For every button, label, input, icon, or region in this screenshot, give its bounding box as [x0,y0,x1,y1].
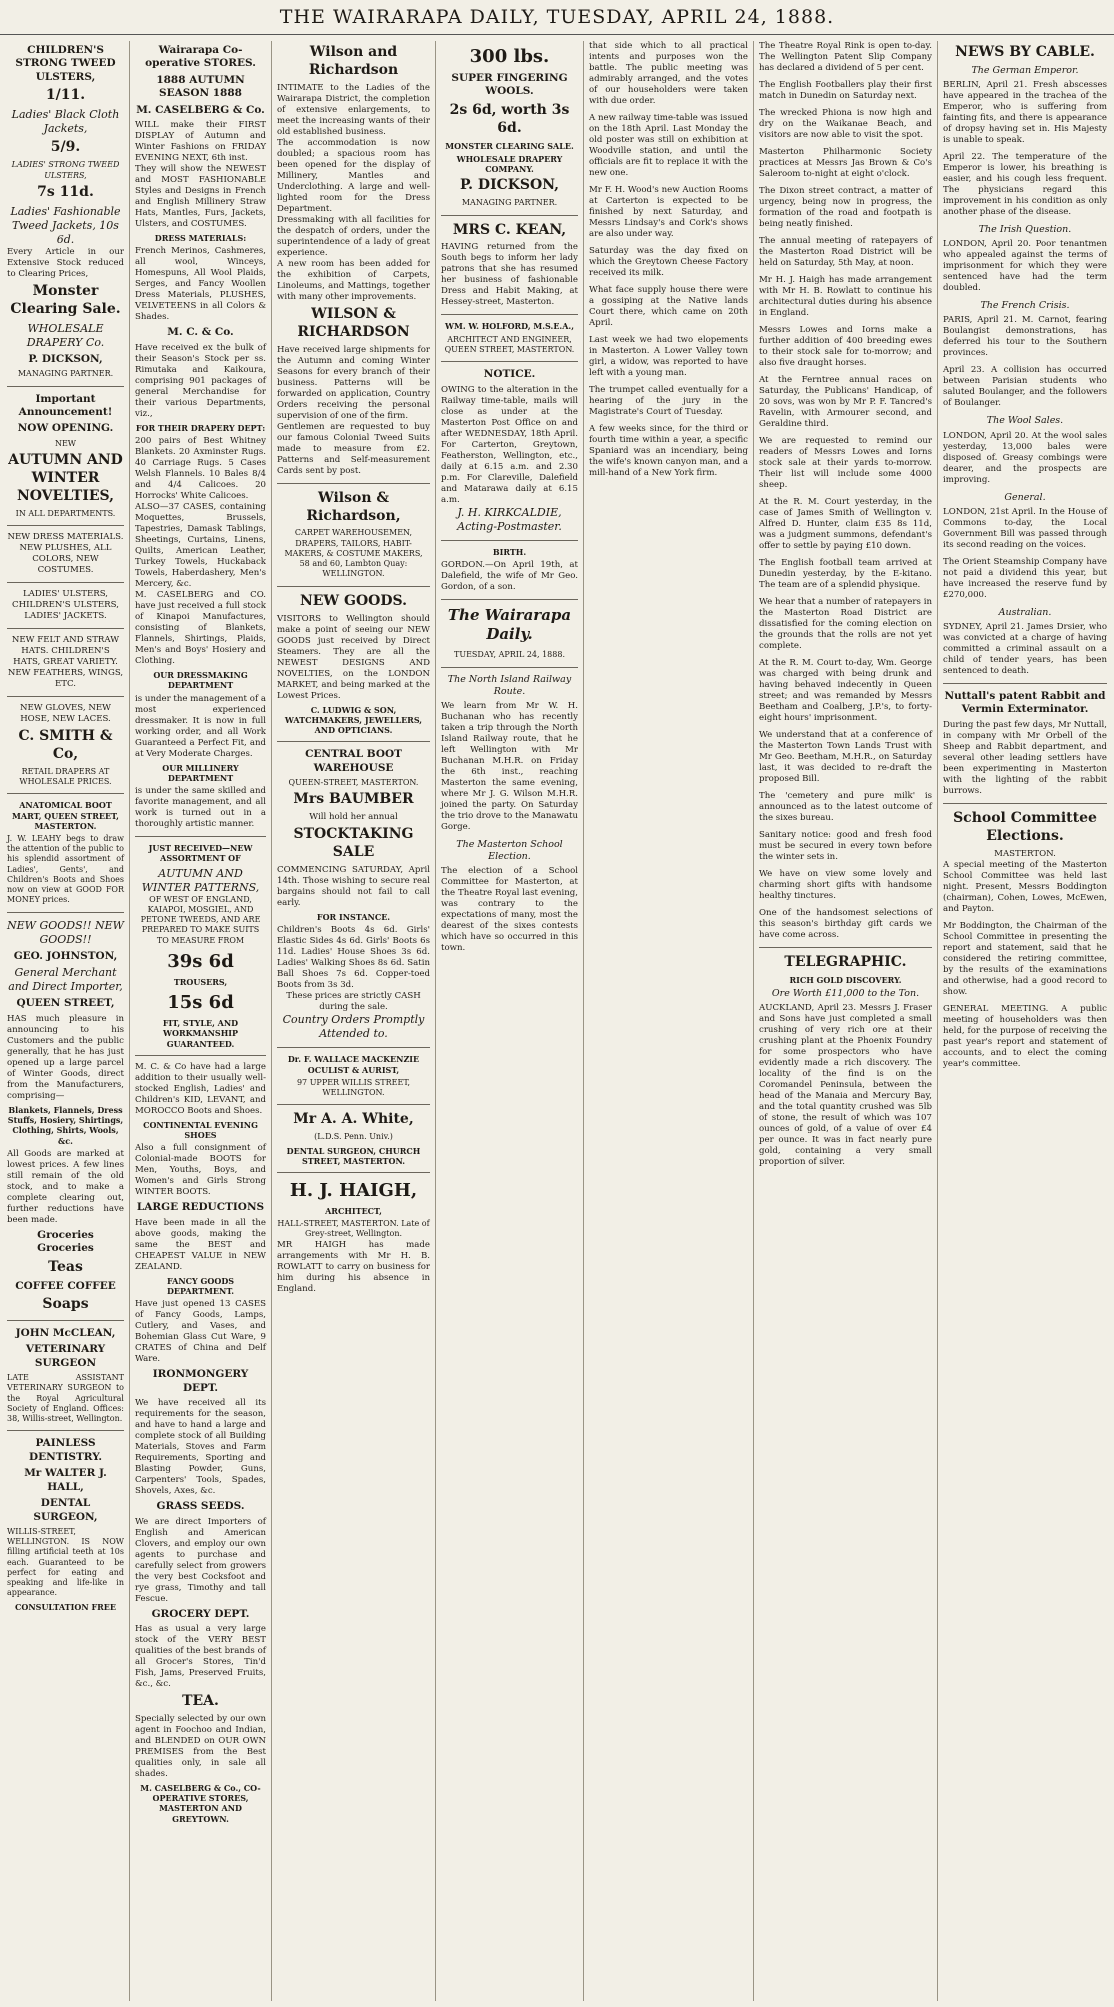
ad-title: NEW GOODS. [299,592,408,609]
ad-body: M. C. & Co have had a large addition to their usually well-stocked English, Ladies' and Children's KID, LEVANT, and MOROCCO Boots and Shoes. [135,1061,266,1116]
ad-body: French Merinos, Cashmeres, all wool, Winceys, Homespuns, All Wool Plaids, Serges, and Fancy Woollen Dress Materials, PLUSHES, VELVETEENS in all Colors & Shades. [135,246,266,323]
divider [7,912,124,913]
ad-sign: J. H. KIRKCALDIE, Acting-Postmaster. [457,505,562,533]
ad-dept: IN ALL DEPARTMENTS. [15,508,116,518]
ad-name: P. DICKSON, [28,352,103,365]
ad-body: is under the same skilled and favorite management, and all work is turned out in a thoroughly artistic manner. [135,786,266,830]
ad-heading: TEA. [182,1692,219,1709]
article-heading: School Committee Elections. [953,809,1097,844]
news-paragraph: We hear that a number of ratepayers in the Masterton Road District are dissatisfied for the coming election on the grounds that the rolls are not yet complete. [759,597,932,651]
news-paragraph: The wrecked Phiona is now high and dry on the Waikanae Beach, and visitors are now able to visit the spot. [759,108,932,140]
ad-heading: M. C. & Co. [167,326,234,339]
news-paragraph: LONDON, 21st April. In the House of Commons to-day, the Local Government Bill was passed through its second reading on the voices. [943,506,1107,550]
ad-body: Gentlemen are requested to buy our famous Colonial Tweed Suits made to measure from £2. Patterns and Self-measurement Cards sent by post. [277,421,430,476]
ad-list: Blankets, Flannels, Dress Stuffs, Hosiery, Shirtings, Clothing, Shirts, Wools, &c. [7,1104,124,1146]
ad-body: Children's Boots 4s 6d. Girls' Elastic Sides 4s 6d. Girls' Boots 6s 11d. Ladies' House Shoes 3s 6d. Ladies' Walking Shoes 8s 6d. Satin Ball Shoes 7s 6d. Copper-toed Boots from 3s 3d. [277,925,430,991]
ad-body: Have received ex the bulk of their Season's Stock per ss. Rimutaka and Kaikoura, comprising 901 packages of general Merchandise for their various Departments, viz., [135,342,266,419]
divider [759,947,932,948]
ad-title: CENTRAL BOOT WAREHOUSE [305,748,402,774]
news-paragraph: At the R. M. Court to-day, Wm. George was charged with being drunk and having behaved indecently in Queen street; and was remanded by Messrs Beetham and Coalberg, J.P.'s, to forty-eight hours' imprisonment. [759,658,932,723]
kean-advert [441,222,578,309]
ulsters-advert [7,44,124,380]
telegraphic-subheading: Ore Worth £11,000 to the Ton. [771,988,920,1000]
ad-body: ALSO—37 CASES, containing Moquettes, Brussels, Tapestries, Damask Tablings, Sheetings, Curtains, Linens, Quilts, American Leather, Turkey Towels, Huckaback Towels, Haberdashery, Men's Mercery, &c. [135,502,266,590]
ad-body: WILLIS-STREET, WELLINGTON. IS NOW filling artificial teeth at 10s each. Guaranteed to be perfect for eating and speaking and life-like in appearance. [7,1527,124,1598]
ad-wholesale: WHOLESALE DRAPERY COMPANY. [456,153,563,175]
ad-role: DENTAL SURGEON, CHURCH STREET, MASTERTON. [286,1145,421,1166]
oculist-advert [277,1054,430,1098]
article-body: We learn from Mr W. H. Buchanan who has recently taken a trip through the North Island Railway route, that he left Wellington with Mr Buchanan M.H.R. on Friday the 6th inst., reaching Masterton the same evening, where Mr J. G. Wilson M.H.R. joined the party. On Saturday the trio drove to the Manawatu Gorge. [441,700,578,832]
news-paragraph: The Orient Steamship Company have not paid a dividend this year, but have increased the reserve fund by £270,000. [943,556,1107,600]
cable-subheading: General. [1004,491,1046,503]
news-paragraph: During the past few days, Mr Nuttall, in company with Mr Orbell of the Sheep and Rabbit department, and several other leading settlers have been experimenting in Masterton with the lighting of the rabbit burrows. [943,719,1107,796]
ad-body: is under the management of a most experienced dressmaker. It is now in full working order, and all Work Guaranteed a Perfect Fit, and at Very Moderate Charges. [135,693,266,759]
divider [7,696,124,697]
news-paragraph: April 22. The temperature of the Emperor is lower, his breathing is easier, and his cough less frequent. The physicians regard this improvement in his condition as only another phase of the disease. [943,152,1107,218]
ad-firm: Wilson & Richardson, [306,489,401,524]
ad-role: MANAGING PARTNER. [17,369,114,379]
ad-body: Has as usual a very large stock of the VERY BEST qualities of the best brands of all Grocer's Stores, Tin'd Fish, Jams, Preserved Fruits, &c., &c. [135,1623,266,1689]
news-paragraph: The English football team arrived at Dunedin yesterday, by the E-kitano. The team are of a splendid physique. [759,558,932,590]
ad-soaps: Soaps [42,1296,89,1312]
ad-body: OF WEST OF ENGLAND, KAIAPOI, MOSGIEL, AND PETONE TWEEDS, AND ARE PREPARED TO MAKE SUITS TO MEASURE FROM [140,894,261,945]
ad-title: NOTICE. [483,368,536,381]
architect-advert [277,1179,430,1295]
ad-heading: DRESS MATERIALS: [154,233,247,244]
ad-body: They will show the NEWEST and MOST FASHIONABLE Styles and Designs in French and English Millinery Straw Hats, Mantles, Furs, Jackets, Ulsters, and COSTUMES. [135,164,266,230]
divider [441,314,578,315]
ad-new: NEW [54,438,77,448]
ad-heading: FOR INSTANCE. [316,912,391,923]
ad-body: Dressmaking with all facilities for the despatch of orders, under the superintendence of a lady of great experience. [277,214,430,258]
masthead: THE WAIRARAPA DAILY, TUESDAY, APRIL 24, 1888. [0,0,1114,35]
divider [441,599,578,600]
announcement-advert [7,393,124,788]
column-6 [754,41,938,2001]
ad-body: A new room has been added for the exhibition of Carpets, Linoleums, and Mattings, together with many other improvements. [277,258,430,302]
news-paragraph: Messrs Lowes and Iorns make a further addition of 400 breeding ewes to their stock sale for to-morrow; and also five draught horses. [759,325,932,368]
divider [441,215,578,216]
ad-heading: FANCY GOODS DEPARTMENT. [166,1275,235,1296]
divider [943,683,1107,684]
news-paragraph: Masterton Philharmonic Society practices at Messrs Jas Brown & Co's Saleroom to-night at eight o'clock. [759,147,932,179]
news-paragraph: The 'cemetery and pure milk' is announced as to the latest outcome of the sixes bureau. [759,791,932,823]
ad-coffee: COFFEE COFFEE [15,1279,116,1292]
holford-advert [441,321,578,355]
news-paragraph: A new railway time-table was issued on the 18th April. Last Monday the old poster was still on exhibition at Woodville station, and until the officials are fit to replace it with the new one. [589,113,748,178]
cable-subheading: The Irish Question. [978,224,1072,236]
news-paragraph: The annual meeting of ratepayers of the Masterton Road District will be held on Saturday, 5th May, at noon. [759,236,932,268]
boot-warehouse-advert [277,748,430,1041]
ad-wholesale: WHOLESALE DRAPERY Co. [26,321,105,349]
ad-name: Mr A. A. White, [293,1111,414,1128]
ad-name: JOHN McCLEAN, [15,1326,116,1339]
column-5 [584,41,754,2001]
ad-name: P. DICKSON, [459,177,560,194]
cooperative-advert [135,44,266,1824]
divider [7,582,124,583]
ad-body: HAS much pleasure in announcing to his Customers and the public generally, that he has just opened up a large parcel of Winter Goods, direct from the Manufacturers, comprising— [7,1013,124,1101]
divider [277,1047,430,1048]
divider [7,1320,124,1321]
cable-subheading: Australian. [998,606,1052,618]
ad-teas: Teas [48,1258,83,1275]
news-paragraph: PARIS, April 21. M. Carnot, fearing Boulangist demonstrations, has deferred his tour to the Southern provinces. [943,315,1107,359]
ad-firm: C. LUDWIG & SON, WATCHMAKERS, JEWELLERS, AND OPTICIANS. [284,704,423,735]
divider [135,1055,266,1056]
ad-heading: GRASS SEEDS. [156,1500,245,1513]
ad-body: 200 pairs of Best Whitney Blankets. 20 Axminster Rugs. 40 Carriage Rugs. 5 Cases Welsh Flannels. 10 Bales 8/4 and 4/4 Calicoes. 20 Horrocks' White Calicoes. [135,436,266,502]
dental-advert [277,1111,430,1166]
ad-sub: Will hold her annual [309,812,398,823]
divider [277,483,430,484]
ad-price: 39s 6d [167,950,234,972]
newspaper-logo: The Wairarapa Daily. [447,606,572,644]
ad-title: ANATOMICAL BOOT MART, QUEEN STREET, MASTERTON. [12,800,119,831]
ad-body: Have been made in all the above goods, making the same the BEST and CHEAPEST VALUE in NEW ZEALAND. [135,1217,266,1272]
ad-title: PAINLESS DENTISTRY. [28,1437,103,1463]
ad-price: 15s 6d [167,992,234,1014]
ad-heading: OUR MILLINERY DEPARTMENT [162,762,239,783]
ad-body: Have just opened 13 CASES of Fancy Goods, Lamps, Cutlery, and Vases, and Bohemian Glass Cut Ware, 9 CRATES of China and Delf Ware. [135,1299,266,1365]
divider [277,1104,430,1105]
veterinary-advert [7,1327,124,1424]
news-paragraph: The Theatre Royal Rink is open to-day. The Wellington Patent Slip Company has declared a dividend of 5 per cent. [759,41,932,73]
editorial-date: TUESDAY, APRIL 24, 1888. [454,650,565,660]
news-paragraph: LONDON, April 20. At the wool sales yesterday, 13,000 bales were disposed of. Greasy combings were dearer, and the prospects are improving. [943,430,1107,485]
article-heading: Nuttall's patent Rabbit and Vermin Exterminator. [944,689,1106,716]
cable-subheading: The German Emperor. [971,64,1079,76]
ad-firm-sub: RETAIL DRAPERS AT WHOLESALE PRICES. [19,766,112,787]
ad-role: MANAGING PARTNER. [461,198,558,208]
ad-grocery: Groceries Groceries [37,1228,94,1255]
ad-body: OWING to the alteration in the Railway time-table, mails will close as under at the Masterton Post Office on and after WEDNESDAY, 18th April. For Carterton, Greytown, Featherston, Wellington, etc., daily at 6.15 a.m. and 2.30 p.m. For Clareville, Dalefield and Matarawa daily at 6.15 a.m. [441,384,578,505]
news-paragraph: Mr Boddington, the Chairman of the School Committee in presenting the report and statement, said that he considered the retiring committee, by the results of the examinations and otherwise, had a good record to show. [943,920,1107,997]
ad-body: MR HAIGH has made arrangements with Mr H. B. ROWLATT to carry on business for him during his absence in England. [277,1239,430,1294]
cable-subheading: The Wool Sales. [986,415,1064,427]
ad-body: Every Article in our Extensive Stock reduced to Clearing Prices, [7,246,124,279]
news-paragraph: Mr F. H. Wood's new Auction Rooms at Carterton is expected to be finished by next Saturday, and Messrs Lindsay's and Cork's shows are also under way. [589,185,748,239]
ad-sub: AUTUMN AND WINTER PATTERNS, [141,866,260,894]
cable-subheading: The French Crisis. [980,300,1070,312]
ad-title: CHILDREN'S STRONG TWEED ULSTERS, [15,44,116,83]
ad-body: Also a full consignment of Colonial-made BOOTS for Men, Youths, Boys, and Women's and Girls Strong WINTER BOOTS. [135,1143,266,1198]
news-paragraph: Saturday was the day fixed on which the Greytown Cheese Factory received its milk. [589,246,748,278]
ad-title: BIRTH. [492,546,527,557]
ad-heading: GROCERY DEPT. [151,1607,250,1620]
column-3 [272,41,436,2001]
news-paragraph: We have on view some lovely and charming short gifts with handsome healthy tinctures. [759,869,932,901]
divider [441,540,578,541]
ad-firm: WILSON & RICHARDSON [297,305,410,340]
ad-price: 2s 6d, worth 3s 6d. [449,101,570,136]
ad-sub: CARPET WAREHOUSEMEN, DRAPERS, TAILORS, HABIT-MAKERS, & COSTUME MAKERS, [284,528,423,558]
johnston-advert [7,919,124,1314]
telegraphic-subheading: RICH GOLD DISCOVERY. [789,974,902,985]
divider [7,793,124,794]
ad-heading: LARGE REDUCTIONS [136,1201,265,1214]
ad-hats: NEW FELT AND STRAW HATS. CHILDREN'S HATS, GREAT VARIETY. NEW FEATHERS, WINGS, ETC. [7,635,124,690]
article-subheading: MASTERTON. [994,848,1056,859]
ad-sale: Monster Clearing Sale. [10,282,121,317]
ad-role: ARCHITECT, [325,1206,382,1217]
divider [7,525,124,526]
news-paragraph: AUCKLAND, April 23. Messrs J. Fraser and Sons have just completed a small crushing of very rich ore at their crushing plant at the Phoenix Foundry for some prospectors who have evidently made a rich discovery. The locality of the find is on the Coromandel Peninsula, between the head of the Manaia and Mercury Bay, and the total quantity crushed was 5lb of stone, the result of which was 107 ounces of gold, of a value of over £4 per ounce. It was in fact nearly pure gold, containing a very small proportion of silver. [759,1003,932,1168]
ad-title: Important Announcement! [18,392,113,418]
ad-autumn: AUTUMN AND WINTER NOVELTIES, [8,452,123,504]
ad-body: LATE ASSISTANT VETERINARY SURGEON to the Royal Agricultural Society of England. Offices: 38, Willis-street, Wellington. [7,1373,124,1424]
news-paragraph: A special meeting of the Masterton School Committee was held last night. Present, Messrs Boddington (chairman), Cohen, Lowes, McEwen, and Payton. [943,859,1107,914]
ad-body: We are direct Importers of English and American Clovers, and employ our own agents to purchase and carefully select from growers the very best Cocksfoot and rye grass, Timothy and tall Fescue. [135,1516,266,1604]
news-paragraph: LONDON, April 20. Poor tenantmen who appealed against the terms of imprisonment for which they were sentenced have had the term doubled. [943,239,1107,294]
news-paragraph: We are requested to remind our readers of Messrs Lowes and Iorns stock sale at their yards to-morrow. Their list will include some 4000 sheep. [759,436,932,490]
divider [135,836,266,837]
ad-body: INTIMATE to the Ladies of the Wairarapa District, the completion of extensive enlargements, to meet the increasing wants of their old established business. [277,82,430,137]
ad-heading: FOR THEIR DRAPERY DEPT: [135,422,266,433]
ad-name: Mr WALTER J. HALL, [24,1467,107,1493]
news-paragraph: One of the handsomest selections of this season's birthday gift cards we have come across. [759,908,932,940]
ad-sale: MONSTER CLEARING SALE. [445,140,574,151]
ad-name: H. J. HAIGH, [289,1179,418,1201]
news-paragraph: SYDNEY, April 21. James Drsier, who was convicted at a charge of having committed a criminal assault on a child of tender years, has been sentenced to death. [943,621,1107,676]
news-paragraph: What face supply house there were a gossiping at the Native lands Court there, which came on 20th April. [589,285,748,328]
ad-firm: C. SMITH & Co, [18,728,113,762]
ad-title: VETERINARY SURGEON [25,1343,106,1369]
news-paragraph: BERLIN, April 21. Fresh abscesses have appeared in the trachea of the Emperor, who is suffering from fainting fits, and there is appearance of dropsy having set in. His Majesty is unable to speak. [943,80,1107,146]
divider [277,1172,430,1173]
article-body: The election of a School Committee for Masterton, at the Theatre Royal last evening, was contrary to the expectations of many, most the dearest of the sixes contests which have so occurred in this town. [441,866,578,954]
column-7 [938,41,1112,2001]
news-paragraph: April 23. A collision has occurred between Parisian students who saluted Boulanger, and the followers of Boulanger. [943,365,1107,409]
boot-mart-advert [7,800,124,905]
cable-heading: NEWS BY CABLE. [955,44,1095,60]
ad-heading: CONTINENTAL EVENING SHOES [143,1119,258,1141]
divider [7,1430,124,1431]
ad-body: M. CASELBERG and CO. have just received a full stock of Kinapoi Manufactures, consisting of Blankets, Flannels, Shirtings, Plaids, Men's and Boys' Hosiery and Clothing. [135,590,266,667]
news-paragraph: Sanitary notice: good and fresh food must be secured in every town before the winter sets in. [759,830,932,862]
ad-body: Specially selected by our own agent in Foochoo and Indian, and BLENDED on OUR OWN PREMISES from the Best qualities only, in sale all shades. [135,1713,266,1779]
ad-sub: (L.D.S. Penn. Univ.) [314,1132,393,1142]
ad-body: The accommodation is now doubled; a spacious room has been opened for the display of Millinery, Mantles and Underclothing. A large and well-lighted room for the Dress Department. [277,137,430,214]
ad-addr: QUEEN-STREET, MASTERTON. [288,778,419,788]
news-paragraph: At the R. M. Court yesterday, in the case of James Smith of Wellington v. Alfred D. Hunter, claim £35 8s 11d, was a judgment summons, defendant's offer to settle by paying £10 down. [759,497,932,551]
ad-title: SUPER FINGERING WOOLS. [451,72,568,98]
ad-role: DENTAL SURGEON, [33,1497,98,1523]
ad-name: Mrs BAUMBER [293,791,414,808]
columns [0,35,1114,2001]
divider [277,586,430,587]
post-office-notice [441,368,578,534]
ad-now: NOW OPENING. [17,422,114,435]
ad-role: ARCHITECT AND ENGINEER, QUEEN STREET, MASTERTON. [444,334,575,354]
ad-ulsters: LADIES' ULSTERS, CHILDREN'S ULSTERS, LADIES' JACKETS. [12,589,119,622]
ad-body: WILL make their FIRST DISPLAY of Autumn and Winter Fashions on FRIDAY EVENING NEXT, 6th inst. [135,120,266,164]
article-heading: The Masterton School Election. [456,838,563,863]
divider [7,628,124,629]
ad-name: GEO. JOHNSTON, [13,949,118,962]
ad-title: Wairarapa Co-operative STORES. [145,44,256,70]
wilson-advert [277,44,430,580]
wool-advert [441,45,578,209]
ad-body: Have received large shipments for the Autumn and coming Winter Seasons for every branch of their business. Patterns will be forwarded on application, Country Orders receiving the personal supervision of one of the firm. [277,344,430,421]
ad-addr: HALL-STREET, MASTERTON. Late of Grey-street, Wellington. [277,1219,430,1239]
article-heading: The North Island Railway Route. [447,673,572,697]
ad-sub: General Merchant and Direct Importer, [8,966,123,994]
ad-price: 7s 11d. [37,183,94,200]
news-paragraph: GENERAL MEETING. A public meeting of householders was then held, for the purpose of receiving the past year's report and statement of accounts, and to elect the coming year's committee. [943,1003,1107,1069]
ad-body: COMMENCING SATURDAY, April 14th. Those wishing to secure real bargains should not fail to call early. [277,865,430,909]
news-paragraph: The English Footballers play their first match in Dunedin on Saturday next. [759,80,932,101]
ad-lines: NEW DRESS MATERIALS. NEW PLUSHES, ALL COLORS, NEW COSTUMES. [7,532,124,576]
divider [277,741,430,742]
ad-body: We have received all its requirements for the season, and have to hand a large and complete stock of all Building Materials, Stoves and Farm Requirements, Sporting and Blasting Powder, Guns, Carpenters' Tools, Spades, Shovels, Axes, &c. [135,1398,266,1497]
ad-footer: CONSULTATION FREE [15,1601,116,1612]
ad-fit: FIT, STYLE, AND WORKMANSHIP GUARANTEED. [162,1018,239,1049]
telegraphic-heading: TELEGRAPHIC. [784,954,907,970]
ad-title: NEW GOODS!! NEW GOODS!! [7,918,124,946]
news-paragraph: that side which to all practical intents and purposes won the battle. The public meeting was admirably arranged, and the votes of our householders were taken with due order. [589,41,748,106]
ad-body: Country Orders Promptly Attended to. [282,1013,425,1041]
ad-sale: STOCKTAKING SALE [293,826,414,861]
news-paragraph: The Dixon street contract, a matter of urgency, being now in progress, the formation of the road and footpath is being neatly finished. [759,186,932,229]
ad-name: Dr. F. WALLACE MACKENZIE OCULIST & AURIST, [287,1054,420,1075]
ad-season: 1888 AUTUMN SEASON 1888 [156,73,245,100]
ad-body: HAVING returned from the South begs to inform her lady patrons that she has resumed her business of fashionable Dress and Habit Making, at Hessey-street, Masterton. [441,242,578,308]
ad-name: MRS C. KEAN, [452,221,567,238]
ad-heading: OUR DRESSMAKING DEPARTMENT [153,670,248,691]
divider [7,386,124,387]
ad-heading: IRONMONGERY DEPT. [152,1368,249,1394]
ad-body: All Goods are marked at lowest prices. A few lines still remain of the old stock, and to make a complete clearing out, further reductions have been made. [7,1148,124,1225]
ad-weight: 300 lbs. [469,46,550,67]
column-1 [2,41,130,2001]
ad-heading: JUST RECEIVED—NEW ASSORTMENT OF [148,843,253,864]
column-2 [130,41,272,2001]
ad-body: VISITORS to Wellington should make a point of seeing our NEW GOODS just received by Direct Steamers. They are all the NEWEST DESIGNS AND NOVELTIES, on the LONDON MARKET, and being marked at the Lowest Prices. [277,613,430,701]
ad-price: 1/11. [45,87,86,104]
ad-footer: M. CASELBERG & Co., CO-OPERATIVE STORES, MASTERTON AND GREYTOWN. [140,1782,261,1824]
ad-line: Ladies' Fashionable Tweed Jackets, 10s 6d. [10,204,121,246]
ad-line: Ladies' Black Cloth Jackets, [11,108,120,136]
column-4 [436,41,584,2001]
ad-street: QUEEN STREET, [16,997,115,1010]
news-paragraph: The trumpet called eventually for a hearing of the jury in the Magistrate's Court of Tuesday. [589,385,748,417]
divider [943,803,1107,804]
ad-name: WM. W. HOLFORD, M.S.E.A., [445,321,574,332]
new-goods-advert [277,593,430,736]
divider [441,361,578,362]
news-paragraph: Mr H. J. Haigh has made arrangement with Mr H. B. Rowlatt to continue his architectural duties during his absence in England. [759,275,932,318]
news-paragraph: A few weeks since, for the third or fourth time within a year, a specific Spaniard was an incendiary, being the wife's known canyon man, and a mill-hand of a New York firm. [589,424,748,478]
ad-addr: 97 UPPER WILLIS STREET, WELLINGTON. [296,1077,411,1098]
dentistry-advert [7,1437,124,1612]
ad-body: GORDON.—On April 19th, at Dalefield, the wife of Mr Geo. Gordon, of a son. [441,560,578,592]
ad-trousers: TROUSERS, [173,976,228,987]
ad-addr: 58 and 60, Lambton Quay: WELLINGTON. [299,559,408,579]
ad-line: LADIES' STRONG TWEED ULSTERS, [11,160,120,180]
divider [441,667,578,668]
ad-price: 5/9. [50,139,81,156]
election-article [441,839,578,954]
birth-notice [441,547,578,593]
news-paragraph: We understand that at a conference of the Masterton Town Lands Trust with Mr Geo. Beetham, M.H.R., on Saturday last, it was decided to re-draft the proposed Bill. [759,730,932,784]
ad-firm: M. CASELBERG & Co. [136,103,265,116]
ad-body: J. W. LEAHY begs to draw the attention of the public to his splendid assortment of Ladies', Gents', and Children's Boots and Shoes now on view at GOOD FOR MONEY prices. [7,834,124,905]
lead-article [441,674,578,833]
ad-firm: Wilson and Richardson [308,44,399,78]
ad-gloves: NEW GLOVES, NEW HOSE, NEW LACES. [20,703,111,725]
ad-body: These prices are strictly CASH during the sale. [286,991,421,1013]
news-paragraph: Last week we had two elopements in Masterton. A Lower Valley town girl, a widow, was reported to have left with a young man. [589,335,748,378]
news-paragraph: At the Ferntree annual races on Saturday, the Publicans' Handicap, of 20 sovs, was won by Mr P. F. Tancred's Ravelin, with Armourer second, and Geraldine third. [759,375,932,429]
